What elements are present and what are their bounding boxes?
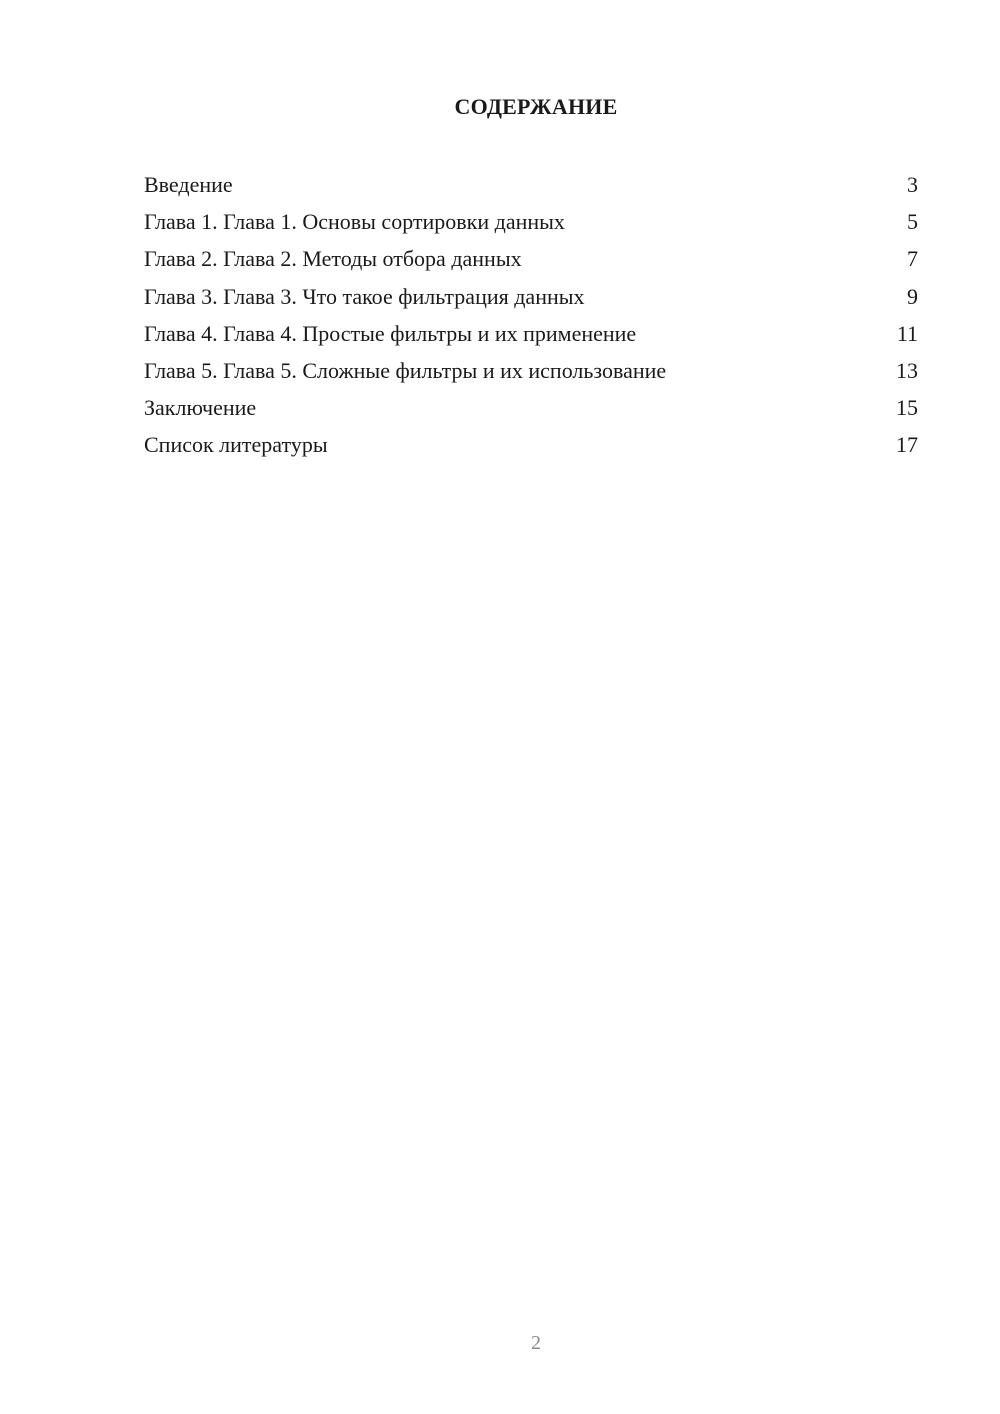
toc-entry-page: 13 bbox=[896, 357, 918, 383]
toc-entry-chapter-2 bbox=[144, 244, 918, 281]
table-of-contents bbox=[144, 170, 918, 468]
toc-entry-conclusion bbox=[144, 393, 918, 430]
toc-entry-chapter-5 bbox=[144, 356, 918, 393]
toc-entry-title: Заключение bbox=[144, 395, 257, 421]
toc-entry-title: Введение bbox=[144, 172, 233, 197]
toc-entry-page: 17 bbox=[896, 432, 918, 458]
toc-entry-page: 3 bbox=[907, 172, 918, 197]
toc-entry-title: Глава 5. Глава 5. Сложные фильтры и их использование bbox=[144, 357, 667, 383]
toc-entry-title: Список литературы bbox=[144, 432, 328, 458]
toc-entry-page: 9 bbox=[907, 283, 918, 309]
toc-entry-chapter-4 bbox=[144, 319, 918, 356]
toc-entry-chapter-3 bbox=[144, 282, 918, 319]
toc-entry-page: 15 bbox=[896, 395, 918, 421]
toc-entry-title: Глава 4. Глава 4. Простые фильтры и их применение bbox=[144, 320, 637, 346]
toc-entry-page: 11 bbox=[896, 320, 918, 346]
page-title: СОДЕРЖАНИЕ bbox=[454, 94, 618, 119]
toc-entry-title: Глава 1. Глава 1. Основы сортировки данных bbox=[144, 209, 565, 235]
toc-entry-introduction bbox=[144, 170, 918, 207]
toc-entry-title: Глава 3. Глава 3. Что такое фильтрация данных bbox=[144, 283, 585, 309]
toc-entry-references bbox=[144, 430, 918, 467]
toc-entry-page: 7 bbox=[907, 246, 918, 272]
toc-entry-chapter-1 bbox=[144, 207, 918, 244]
toc-entry-page: 5 bbox=[907, 209, 918, 235]
toc-entry-title: Глава 2. Глава 2. Методы отбора данных bbox=[144, 246, 522, 272]
page-number: 2 bbox=[531, 1332, 541, 1354]
